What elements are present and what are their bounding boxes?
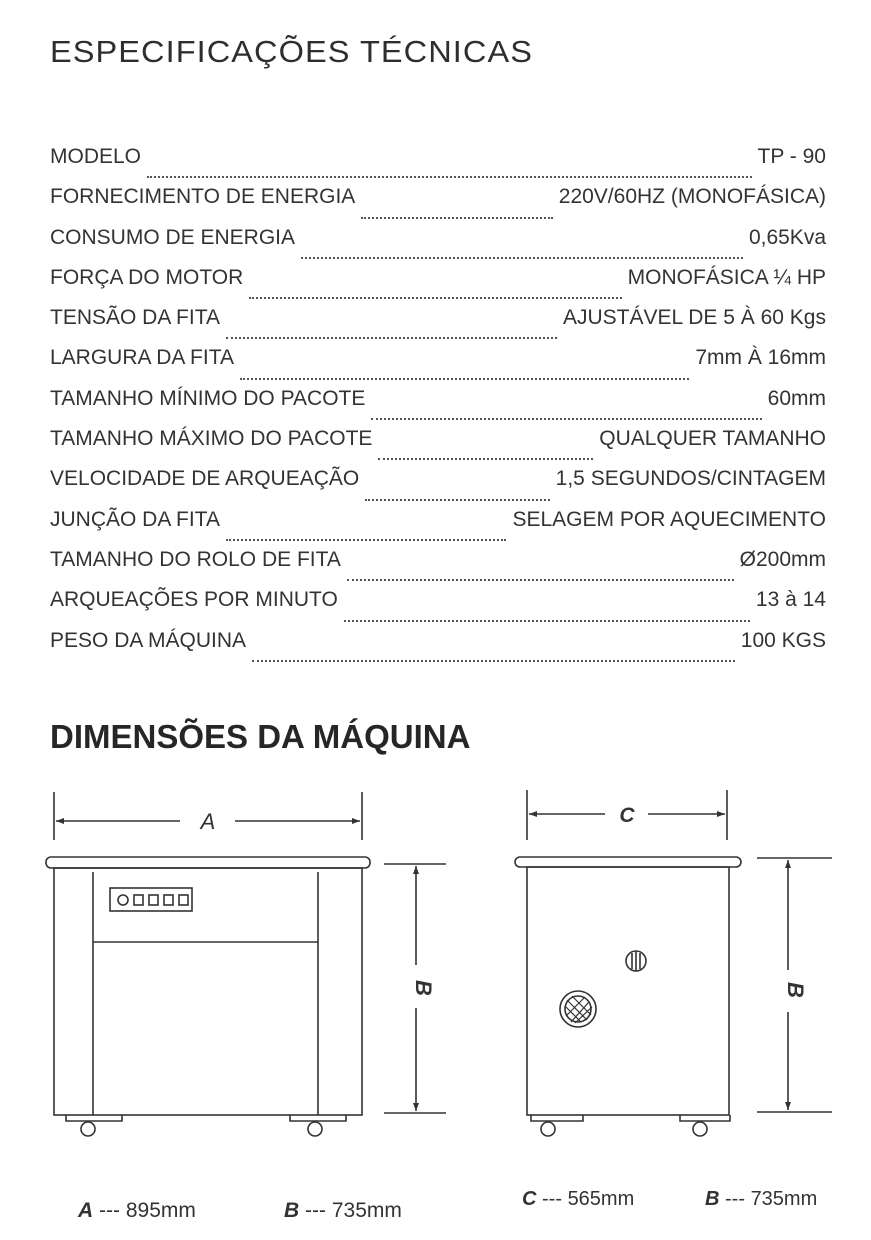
spec-label: PESO DA MÁQUINA (50, 628, 247, 652)
spec-row (50, 588, 826, 628)
spec-row (50, 145, 826, 185)
dimension-separator: --- (725, 1188, 745, 1210)
dimension-letter: B (705, 1188, 720, 1210)
spec-label: TENSÃO DA FITA (50, 306, 220, 330)
spec-value: AJUSTÁVEL DE 5 À 60 Kgs (562, 306, 826, 330)
spec-value: 7mm À 16mm (695, 346, 826, 370)
spec-label: TAMANHO MÁXIMO DO PACOTE (50, 427, 373, 451)
spec-label: LARGURA DA FITA (50, 346, 234, 370)
spec-value: 0,65Kva (748, 225, 826, 249)
dimension-letter: B (284, 1199, 300, 1222)
spec-row (50, 629, 826, 669)
spec-label: FORÇA DO MOTOR (50, 265, 244, 289)
spec-value: QUALQUER TAMANHO (599, 427, 826, 451)
spec-label: MODELO (50, 145, 142, 168)
spec-label: TAMANHO DO ROLO DE FITA (50, 547, 341, 571)
spec-label: TAMANHO MÍNIMO DO PACOTE (50, 386, 366, 410)
spec-label: CONSUMO DE ENERGIA (50, 225, 296, 249)
dimension-letter: C (522, 1188, 537, 1210)
dimension-legend-a (78, 1199, 196, 1223)
spec-list (50, 145, 826, 669)
spec-value: 60mm (767, 386, 826, 410)
spec-value: 100 KGS (740, 628, 826, 652)
dimension-legend-b (284, 1199, 402, 1223)
leader-dots (147, 162, 752, 178)
dimension-b-side-label: B (783, 982, 808, 998)
dimension-legend-b-side (705, 1188, 817, 1211)
dimension-separator: --- (305, 1199, 326, 1222)
leader-dots (371, 404, 761, 420)
spec-label: VELOCIDADE DE ARQUEAÇÃO (50, 467, 360, 491)
leader-dots (226, 323, 557, 339)
spec-row (50, 346, 826, 386)
spec-row (50, 306, 826, 346)
dimension-value: 895mm (125, 1199, 196, 1222)
spec-row (50, 548, 826, 588)
spec-value: TP - 90 (757, 145, 826, 168)
leader-dots (344, 606, 750, 622)
front-view (46, 792, 446, 1136)
spec-label: ARQUEAÇÕES POR MINUTO (50, 588, 338, 612)
dimension-legend-c (522, 1188, 634, 1211)
spec-row (50, 467, 826, 507)
spec-row (50, 508, 826, 548)
dimension-separator: --- (542, 1188, 562, 1210)
leader-dots (365, 485, 549, 501)
dimension-a-label: A (200, 809, 216, 834)
spec-row (50, 266, 826, 306)
spec-value: 13 à 14 (755, 588, 826, 612)
leader-dots (347, 565, 734, 581)
spec-label: FORNECIMENTO DE ENERGIA (50, 185, 356, 209)
spec-value: 1,5 SEGUNDOS/CINTAGEM (555, 467, 826, 491)
dimension-value: 565mm (567, 1188, 635, 1210)
spec-label: JUNÇÃO DA FITA (50, 507, 220, 531)
dimension-value: 735mm (331, 1199, 402, 1222)
spec-row (50, 185, 826, 225)
side-view (515, 790, 832, 1136)
spec-row (50, 226, 826, 266)
leader-dots (361, 203, 552, 219)
leader-dots (226, 525, 507, 541)
leader-dots (378, 444, 593, 460)
spec-row (50, 387, 826, 427)
spec-value: 220V/60HZ (MONOFÁSICA) (558, 185, 826, 209)
machine-drawing (0, 780, 871, 1160)
dimension-b-label: B (411, 980, 436, 996)
spec-row (50, 427, 826, 467)
dimension-value: 735mm (750, 1188, 818, 1210)
dimension-separator: --- (99, 1199, 120, 1222)
leader-dots (249, 283, 621, 299)
spec-value: Ø200mm (739, 547, 826, 571)
section-title: DIMENSÕES DA MÁQUINA (50, 718, 471, 755)
spec-value: MONOFÁSICA ¼ HP (627, 265, 826, 289)
dimension-c-label: C (619, 804, 635, 827)
dimension-letter: A (78, 1199, 94, 1222)
page-title: ESPECIFICAÇÕES TÉCNICAS (50, 34, 533, 69)
leader-dots (252, 646, 735, 662)
leader-dots (240, 364, 689, 380)
leader-dots (301, 243, 743, 259)
spec-value: SELAGEM POR AQUECIMENTO (512, 507, 826, 531)
